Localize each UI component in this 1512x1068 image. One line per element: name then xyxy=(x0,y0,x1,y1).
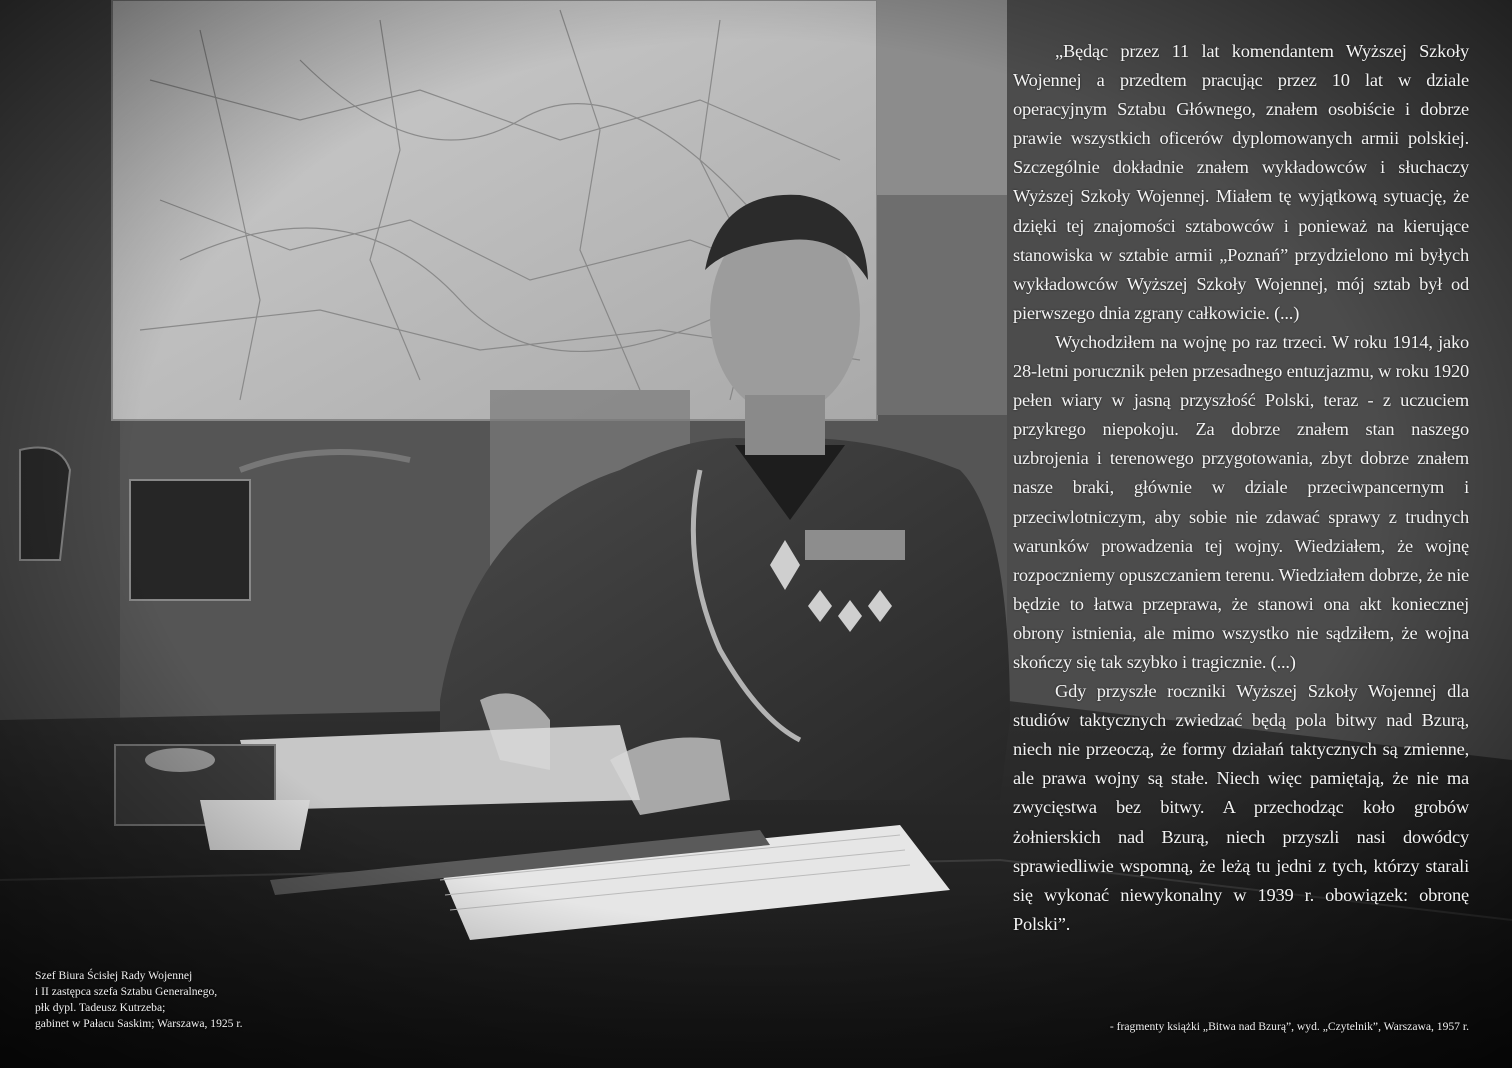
caption-line-4: gabinet w Pałacu Saskim; Warszawa, 1925 r. xyxy=(35,1017,243,1030)
caption-line-3: płk dypl. Tadeusz Kutrzeba; xyxy=(35,1001,166,1014)
photo-caption xyxy=(35,968,335,1032)
caption-line-2: i II zastępca szefa Sztabu Generalnego, xyxy=(35,985,218,998)
quote-text xyxy=(1013,37,1469,939)
quote-paragraph-2: Wychodziłem na wojnę po raz trzeci. W roku 1914, jako 28-letni porucznik pełen przesadnego entuzjazmu, w roku 1920 pełen wiary w jasną przyszłość Polski, teraz - z uczuciem przykrego niepokoju. Za dobrze znałem stan naszego uzbrojenia i terenowego przygotowania, zbyt dobrze znałem nasze braki, głównie w dziale przeciwpancernym i przeciwlotniczym, aby sobie nie zdawać sprawy z trudnych warunków prowadzenia tej wojny. Wiedziałem, że wojnę rozpoczniemy opuszczaniem terenu. Wiedziałem dobrze, że nie będzie to łatwa przeprawa, że stanowi ona akt koniecznej obrony istnienia, ale mimo wszystko nie sądziłem, że wojna skończy się tak szybko i tragicznie. (...) xyxy=(1013,331,1469,672)
source-note: - fragmenty książki „Bitwa nad Bzurą”, wyd. „Czytelnik”, Warszawa, 1957 r. xyxy=(1109,1020,1469,1033)
caption-line-1: Szef Biura Ścisłej Rady Wojennej xyxy=(35,969,193,982)
quote-paragraph-1: „Będąc przez 11 lat komendantem Wyższej Szkoły Wojennej a przedtem pracując przez 10 lat w dziale operacyjnym Sztabu Głównego, znałem osobiście i dobrze prawie wszystkich oficerów dyplomowanych armii polskiej. Szczególnie dokładnie znałem wykładowców i słuchaczy Wyższej Szkoły Wojennej. Miałem tę wyjątkową sytuację, że dzięki tej znajomości sztabowców i ponieważ na kierujące stanowiska w sztabie armii „Poznań” przydzielono mi byłych wykładowców Wyższej Szkoły Wojennej, mój sztab był od pierwszego dnia zgrany całkowicie. (...) xyxy=(1013,41,1469,323)
quote-paragraph-3: Gdy przyszłe roczniki Wyższej Szkoły Wojennej dla studiów taktycznych zwiedzać będą pola bitwy nad Bzurą, niech nie przeoczą, że formy działań taktycznych są zmienne, ale prawa wojny są stałe. Niech więc pamiętają, że nie ma zwycięstwa bez bitwy. A przechodząc koło grobów żołnierskich nad Bzurą, niech przyszli nasi dowódcy sprawiedliwie wspomną, że leżą tu jedni z tych, którzy starali się wykonać niewykonalny w 1939 r. obowiązek: obronę Polski”. xyxy=(1013,681,1469,934)
